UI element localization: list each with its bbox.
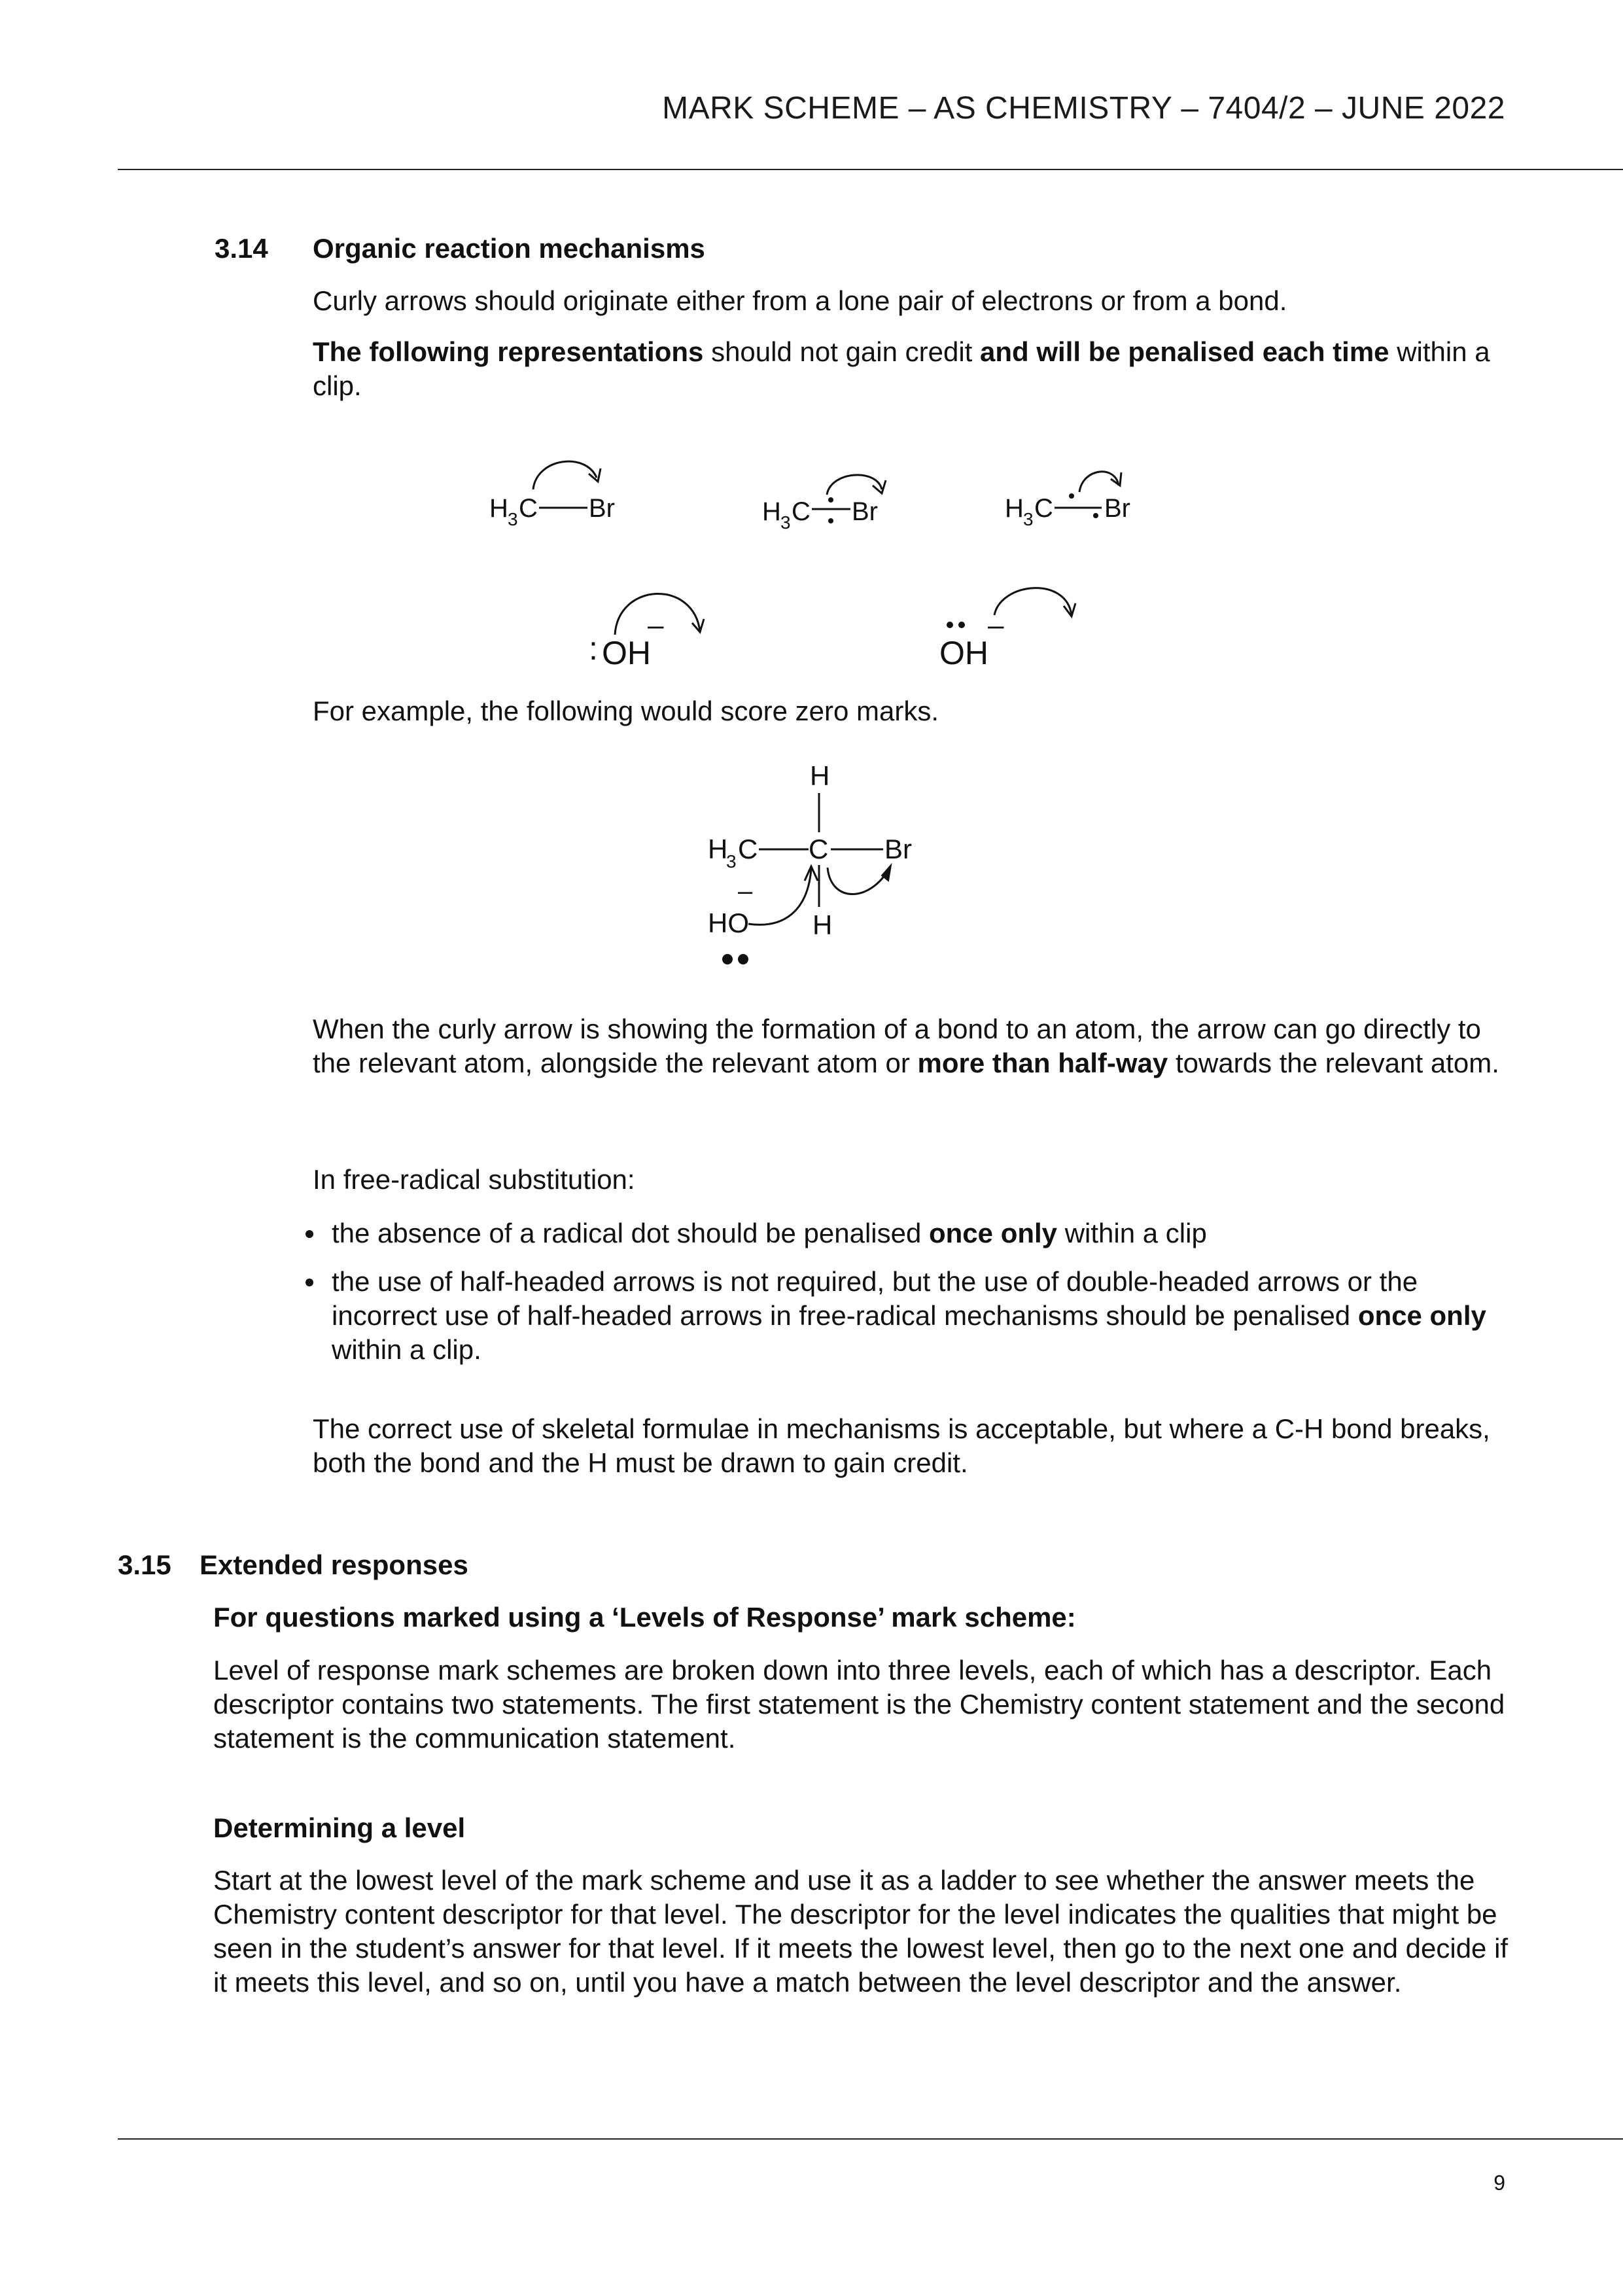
page-number: 9 bbox=[1493, 2171, 1505, 2195]
bullet-half-headed-arrows: the use of half-headed arrows is not required, but the use of double-headed arrows or the incorrect use of half-headed arrows in free-radical mechanisms should be penalised once only within a clip. bbox=[304, 1265, 1521, 1367]
structure-h3c-br-3 bbox=[1005, 472, 1130, 529]
svg-text:C: C bbox=[1034, 494, 1053, 523]
subheading-levels-of-response: For questions marked using a ‘Levels of Response’ mark scheme: bbox=[213, 1602, 1076, 1633]
free-radical-bullet-list bbox=[304, 1216, 1521, 1381]
svg-text:C: C bbox=[738, 834, 758, 864]
svg-text:H: H bbox=[762, 497, 781, 526]
svg-text:–: – bbox=[648, 609, 664, 641]
svg-text:H: H bbox=[810, 760, 830, 791]
svg-text:Br: Br bbox=[589, 494, 615, 523]
svg-text:H: H bbox=[1005, 494, 1024, 523]
penalised-representations-row1 bbox=[458, 432, 1178, 537]
paragraph-skeletal-formulae: The correct use of skeletal formulae in mechanisms is acceptable, but where a C-H bond breaks, both the bond and the H must be drawn to gain credit. bbox=[313, 1413, 1490, 1478]
svg-text:HO: HO bbox=[708, 908, 749, 938]
section-number-3-14: 3.14 bbox=[215, 233, 268, 264]
svg-text:3: 3 bbox=[780, 512, 791, 533]
paragraph-level-descriptors: Level of response mark schemes are broken down into three levels, each of which has a descriptor. Each descriptor contains two statements. The first statement is the Chemistry content statement and the second statement is the communication statement. bbox=[213, 1655, 1505, 1754]
paragraph-representations: The following representations should not gain credit and will be penalised each time within a clip. bbox=[313, 336, 1490, 401]
header-rule bbox=[118, 169, 1623, 170]
zero-mark-mechanism-example bbox=[693, 752, 968, 975]
svg-text::: : bbox=[589, 630, 598, 667]
paragraph-determining-level: Start at the lowest level of the mark scheme and use it as a ladder to see whether the answer meets the Chemistry content descriptor for that level. The descriptor for the level indicates the qualities that might be seen in the student’s answer for that level. If it meets the lowest level, then go to the next one and decide if it meets this level, and so on, until you have a match between the level descriptor and the answer. bbox=[213, 1865, 1509, 1998]
svg-text:C: C bbox=[809, 834, 829, 864]
page-header: MARK SCHEME – AS CHEMISTRY – 7404/2 – JUNE 2022 bbox=[662, 91, 1505, 126]
svg-text:3: 3 bbox=[726, 851, 737, 872]
paragraph-free-radical-intro: In free-radical substitution: bbox=[313, 1164, 635, 1195]
structure-h3c-br-1 bbox=[489, 461, 615, 529]
svg-text:H: H bbox=[489, 494, 508, 523]
svg-text:C: C bbox=[792, 497, 811, 526]
paragraph-curly-arrows: Curly arrows should originate either from a lone pair of electrons or from a bond. bbox=[313, 285, 1287, 316]
section-title-extended-responses: Extended responses bbox=[200, 1549, 468, 1580]
svg-text:3: 3 bbox=[508, 509, 518, 529]
svg-text:Br: Br bbox=[852, 497, 878, 526]
hydroxide-ion-colon bbox=[589, 593, 704, 671]
svg-text:OH: OH bbox=[939, 635, 988, 671]
svg-text:Br: Br bbox=[1104, 494, 1130, 523]
paragraph-curly-arrow-bond-formation: When the curly arrow is showing the formation of a bond to an atom, the arrow can go directly to the relevant atom, alongside the relevant atom or more than half-way towards the relevant atom. bbox=[313, 1014, 1499, 1078]
svg-text:–: – bbox=[988, 609, 1004, 641]
section-number-3-15: 3.15 bbox=[118, 1549, 171, 1580]
footer-rule bbox=[118, 2138, 1623, 2140]
svg-text:3: 3 bbox=[1023, 509, 1034, 529]
svg-text:Br: Br bbox=[884, 834, 912, 864]
svg-text:H: H bbox=[812, 910, 833, 940]
paragraph-example-intro: For example, the following would score zero marks. bbox=[313, 696, 939, 726]
hydroxide-ion-dots bbox=[939, 588, 1075, 671]
svg-text:–: – bbox=[738, 877, 753, 906]
svg-text:OH: OH bbox=[602, 635, 651, 671]
structure-h3c-br-2 bbox=[762, 475, 886, 533]
svg-text:C: C bbox=[519, 494, 538, 523]
penalised-representations-row2 bbox=[569, 563, 1158, 680]
svg-text:H: H bbox=[708, 834, 728, 864]
bullet-radical-dot: the absence of a radical dot should be penalised once only within a clip bbox=[304, 1216, 1521, 1250]
subheading-determining-level: Determining a level bbox=[213, 1812, 466, 1843]
section-title-organic-mechanisms: Organic reaction mechanisms bbox=[313, 233, 705, 264]
